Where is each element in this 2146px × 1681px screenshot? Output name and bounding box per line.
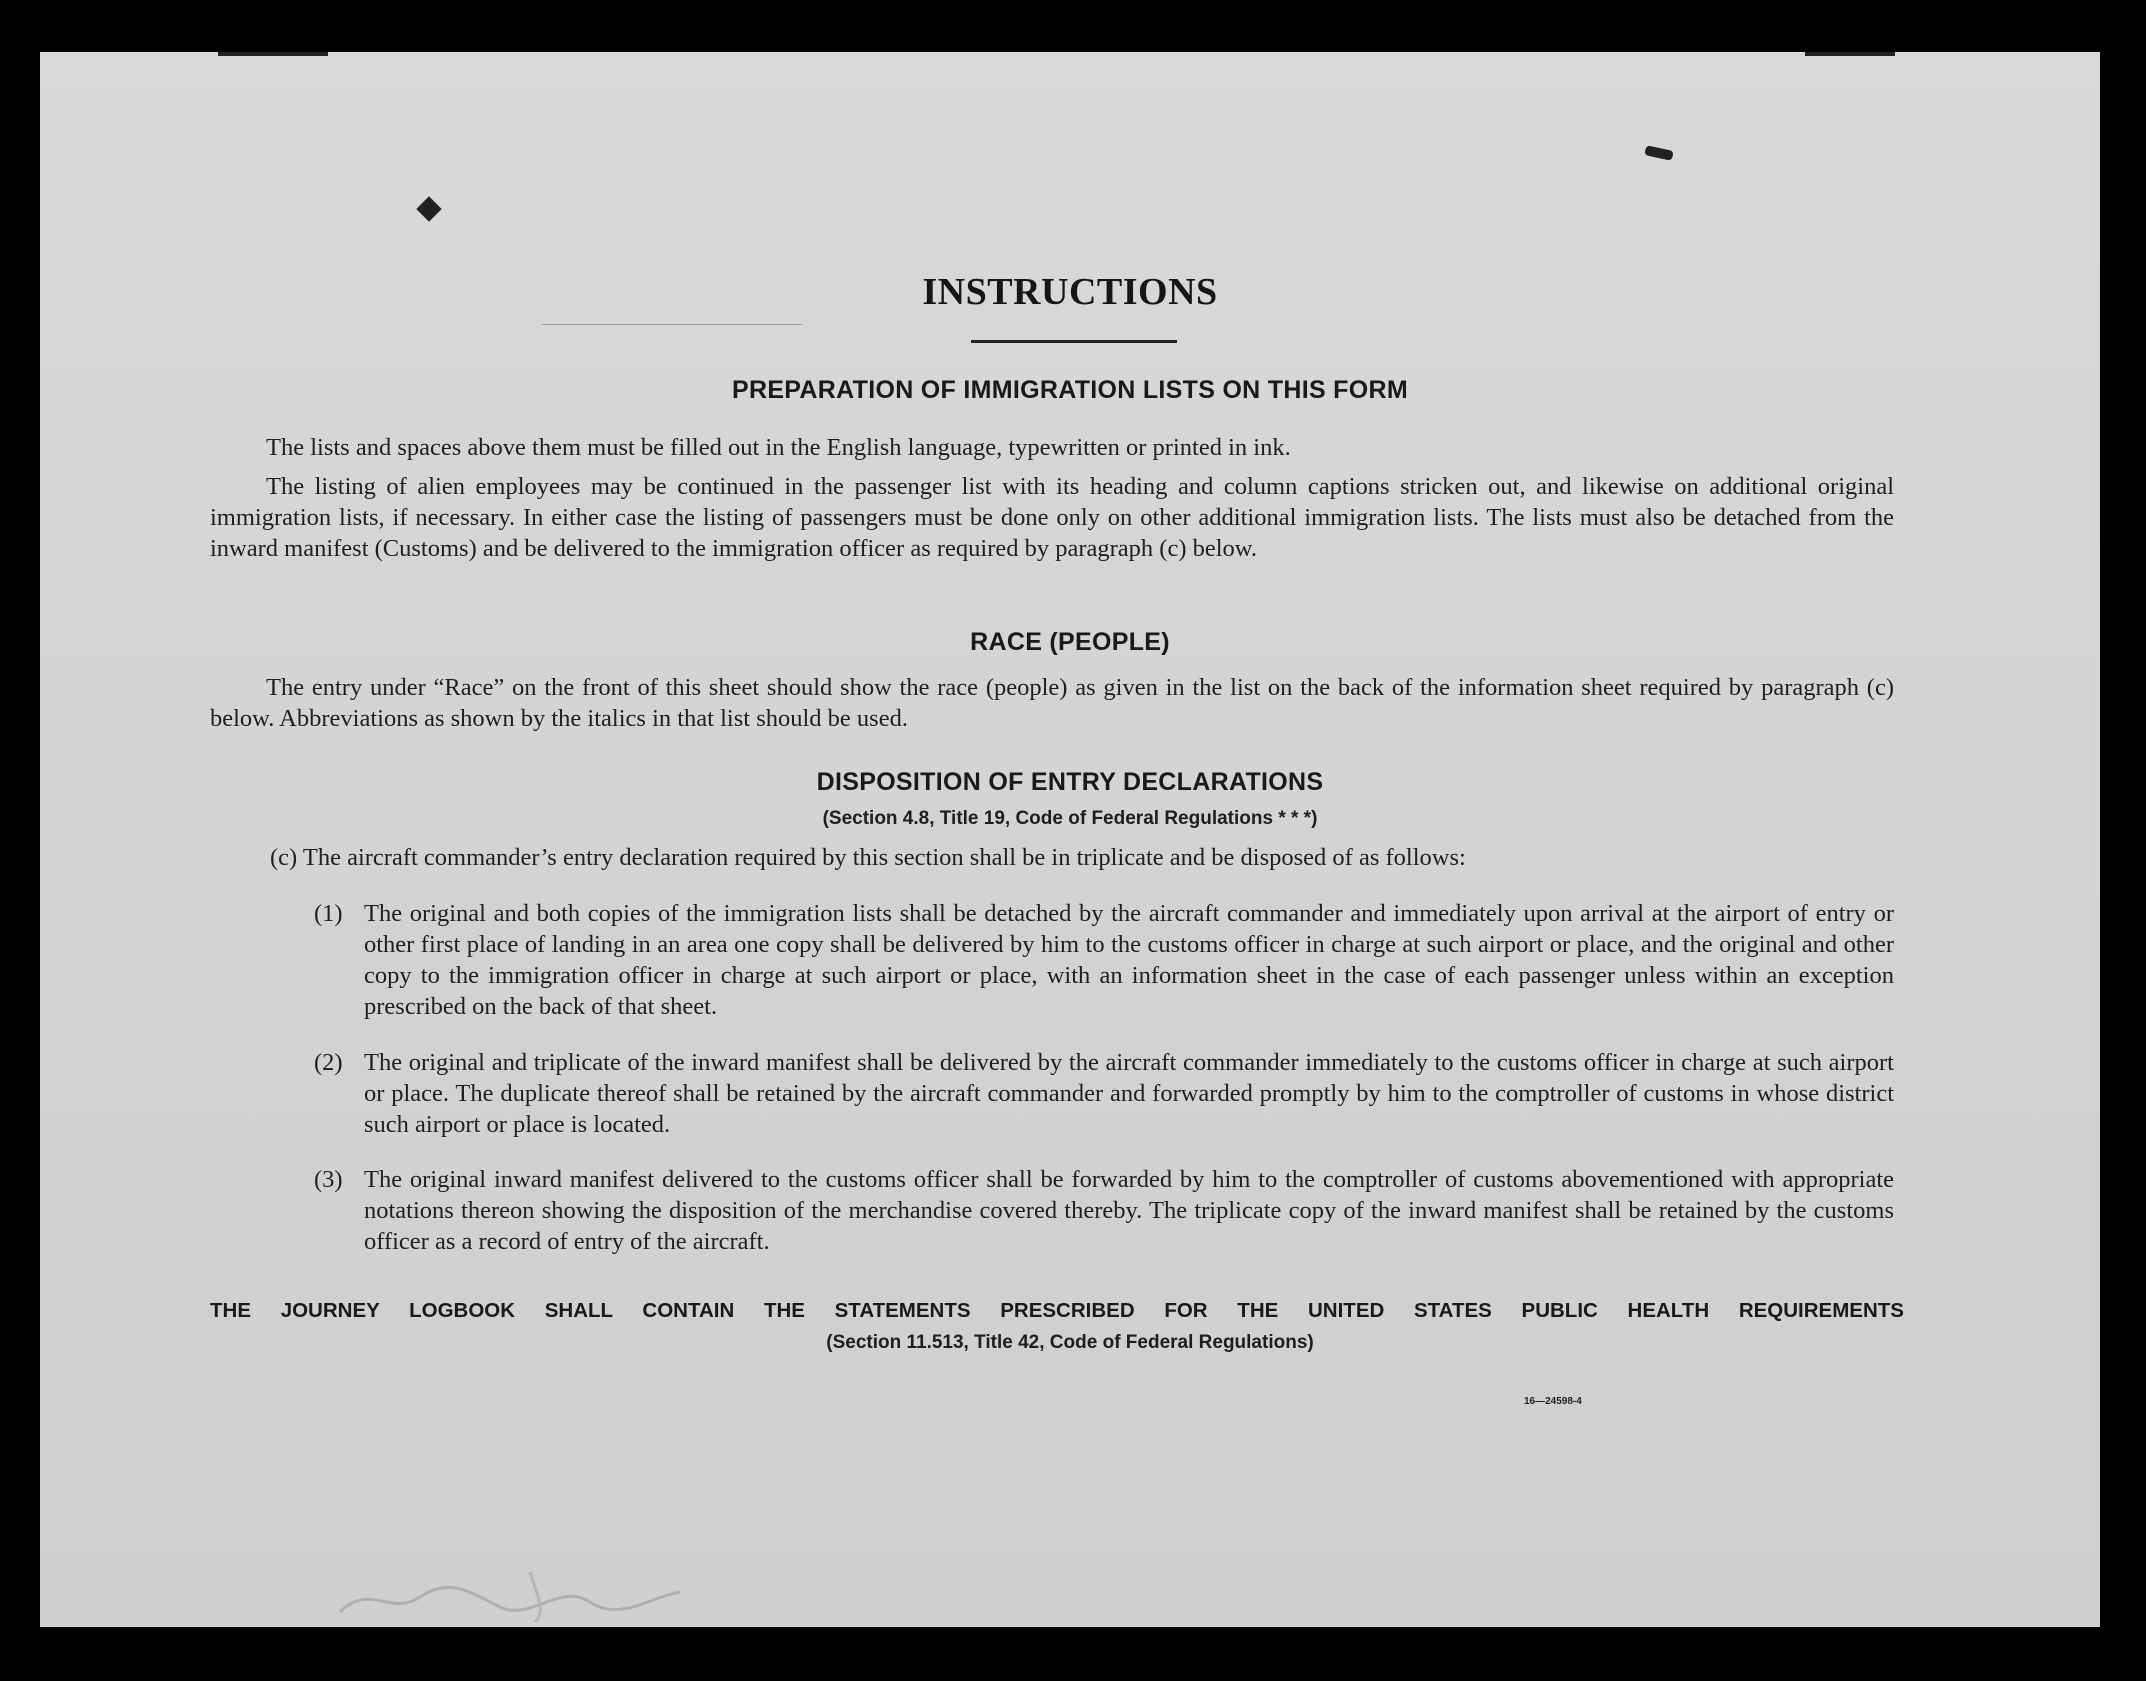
section-heading-disposition: DISPOSITION OF ENTRY DECLARATIONS xyxy=(816,768,1324,796)
preparation-paragraph-1 xyxy=(210,432,1894,463)
public-health-statement: THE JOURNEY LOGBOOK SHALL CONTAIN THE STATEMENTS PRESCRIBED FOR THE UNITED STATES PUBLIC HEALTH REQUIREMENTS xyxy=(210,1299,1904,1322)
disposition-item xyxy=(314,1164,1894,1257)
faint-rule xyxy=(542,324,802,325)
form-number: 16—24598-4 xyxy=(1524,1396,1582,1407)
disposition-citation: (Section 4.8, Title 19, Code of Federal Regulations * * *) xyxy=(822,808,1318,829)
hole-punch-mark xyxy=(416,196,441,221)
document-page xyxy=(40,52,2100,1627)
item-text: The original and triplicate of the inward manifest shall be delivered by the aircraft commander immediately to the customs officer in charge at such airport or place. The duplicate thereof shall be retained by the aircraft commander and forwarded promptly by him to the comptroller of customs in whose district such airport or place is located. xyxy=(364,1049,1894,1138)
item-number: (2) xyxy=(314,1049,343,1076)
title-underline xyxy=(971,340,1177,343)
disposition-item xyxy=(314,898,1894,1022)
section-heading-race: RACE (PEOPLE) xyxy=(970,628,1170,656)
edge-tab xyxy=(218,52,328,56)
hole-punch-mark xyxy=(1644,145,1673,161)
item-number: (1) xyxy=(314,900,343,927)
page-title: INSTRUCTIONS xyxy=(922,271,1218,313)
race-paragraph-text: The entry under “Race” on the front of this sheet should show the race (people) as given in the list on the back of the information sheet required by paragraph (c) below. Abbreviations as shown by the italics in that list should be used. xyxy=(210,674,1894,732)
race-paragraph xyxy=(210,672,1894,734)
public-health-citation: (Section 11.513, Title 42, Code of Federal Regulations) xyxy=(826,1332,1314,1353)
signature-mark xyxy=(330,1562,690,1627)
disposition-item xyxy=(314,1047,1894,1140)
preparation-paragraph-2 xyxy=(210,471,1894,564)
section-heading-preparation: PREPARATION OF IMMIGRATION LISTS ON THIS FORM xyxy=(732,376,1408,404)
item-number: (3) xyxy=(314,1166,343,1193)
item-text: The original inward manifest delivered to the customs officer shall be forwarded by him to the comptroller of customs abovementioned with appropriate notations thereon showing the disposition of the merchandise covered thereby. The triplicate copy of the inward manifest shall be retained by the customs officer as a record of entry of the aircraft. xyxy=(364,1166,1894,1255)
preparation-paragraph-2-text: The listing of alien employees may be continued in the passenger list with its heading and column captions stricken out, and likewise on additional original immigration lists, if necessary. In either case the listing of passengers must be done only on other additional immigration lists. The lists must also be detached from the inward manifest (Customs) and be delivered to the immigration officer as required by paragraph (c) below. xyxy=(210,473,1894,562)
item-text: The original and both copies of the immigration lists shall be detached by the aircraft commander and immediately upon arrival at the airport of entry or other first place of landing in an area one copy shall be delivered by him to the customs officer in charge at such airport or place, and the original and other copy to the immigration officer in charge at such airport or place, with an information sheet in the case of each passenger unless within an exception prescribed on the back of that sheet. xyxy=(364,900,1894,1020)
preparation-paragraph-1-text: The lists and spaces above them must be filled out in the English language, typewritten or printed in ink. xyxy=(266,434,1291,461)
edge-tab xyxy=(1805,52,1895,56)
disposition-clause-c: (c) The aircraft commander’s entry declaration required by this section shall be in triplicate and be disposed of as follows: xyxy=(270,844,1466,871)
